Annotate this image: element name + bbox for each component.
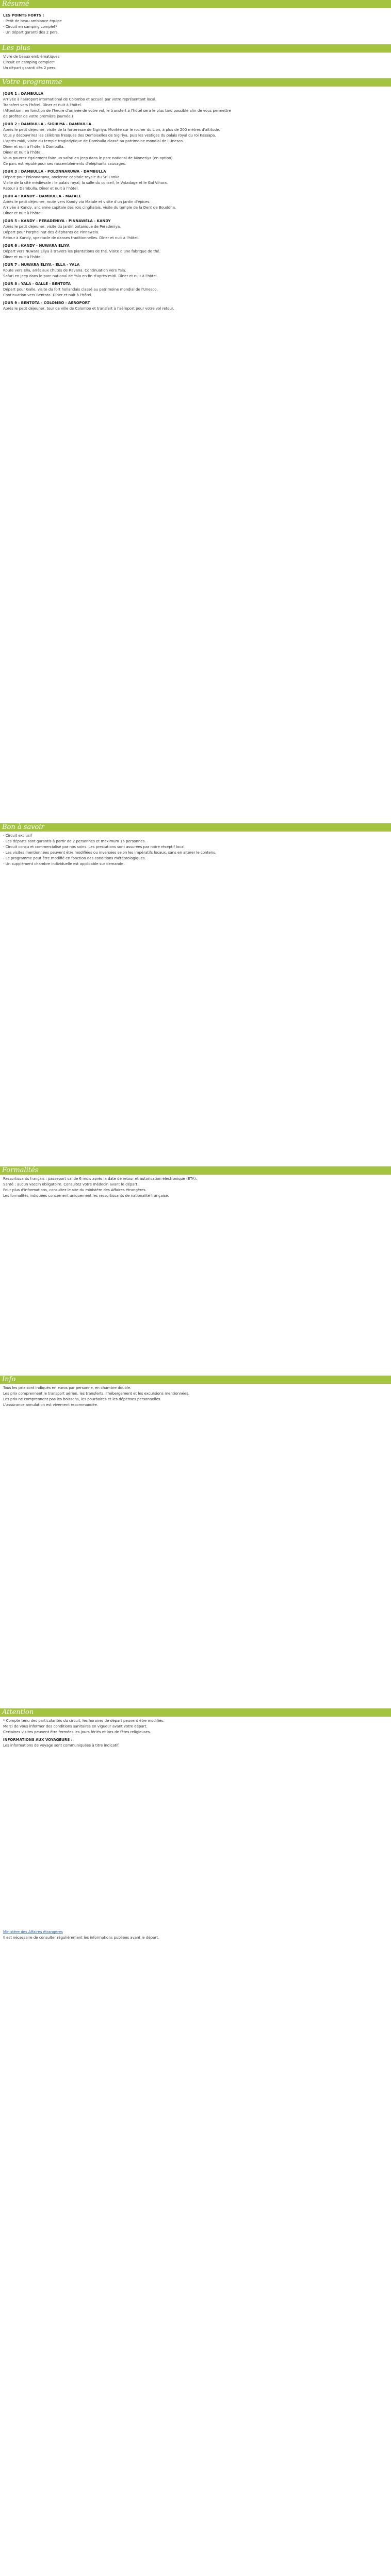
text-line: JOUR 7 : NUWARA ELIYA - ELLA - YALA bbox=[3, 263, 80, 267]
text-line: Ce parc est réputé pour ses rassemblements d'éléphants sauvages. bbox=[3, 162, 126, 166]
text-line: Dîner et nuit à l'hôtel. bbox=[3, 211, 43, 215]
text-line: de profiter de votre première journée.) bbox=[3, 114, 73, 118]
text-line: JOUR 3 : DAMBULLA - POLONNARUWA - DAMBULLA bbox=[3, 170, 106, 174]
section-header bbox=[0, 44, 391, 53]
text-line: - Les visites mentionnées peuvent être modifiées ou inversées selon les impératifs locaux, sans en altérer le contenu. bbox=[3, 851, 217, 855]
text-line: INFORMATIONS AUX VOYAGEURS : bbox=[3, 1738, 73, 1742]
text-line: Dîner et nuit à l'hôtel. bbox=[3, 255, 43, 259]
text-line: Après le petit déjeuner, route vers Kandy via Matale et visite d'un jardin d'épices. bbox=[3, 200, 151, 204]
text-line: JOUR 6 : KANDY - NUWARA ELIYA bbox=[3, 244, 70, 248]
text-line: Départ pour Galle, visite du fort hollandais classé au patrimoine mondial de l'Unesco. bbox=[3, 287, 158, 292]
section-body bbox=[0, 1384, 391, 1708]
text-line: Les informations de voyage sont communiquées à titre indicatif. bbox=[3, 1743, 120, 1748]
section-header bbox=[0, 1166, 391, 1175]
text-line: - Un départ garanti dès 2 pers. bbox=[3, 30, 59, 35]
footer-note: Il est nécessaire de consulter régulièrement les informations publiées avant le départ. bbox=[3, 1936, 159, 1940]
text-line: Après le petit déjeuner, visite de la forteresse de Sigiriya. Montée sur le rocher du Lion, à plus de 200 mètres d'altitude. bbox=[3, 128, 220, 132]
text-line: L'assurance annulation est vivement recommandée. bbox=[3, 1403, 99, 1407]
text-line: Vous y découvrirez les célèbres fresques des Demoiselles de Sigiriya, puis les vestiges du palais royal du roi Kassapa. bbox=[3, 133, 216, 138]
section-title: Attention bbox=[2, 1708, 34, 1716]
text-line: JOUR 5 : KANDY - PERADENIYA - PINNAWELA - KANDY bbox=[3, 219, 111, 223]
text-line: Pour plus d'informations, consultez le site du ministère des Affaires étrangères. bbox=[3, 1188, 147, 1192]
section-header bbox=[0, 1708, 391, 1717]
text-line: Route vers Ella, arrêt aux chutes de Ravana. Continuation vers Yala. bbox=[3, 268, 126, 273]
section-body bbox=[0, 1175, 391, 1376]
section-body bbox=[0, 832, 391, 1166]
text-line: Circuit en camping complet* bbox=[3, 60, 55, 64]
text-line: LES POINTS FORTS : bbox=[3, 13, 44, 18]
section-title: Les plus bbox=[2, 44, 30, 52]
section-body bbox=[0, 8, 391, 44]
text-line: Certaines visites peuvent être fermées les jours fériés et lors de fêtes religieuses. bbox=[3, 1730, 151, 1734]
text-line: - Petit de beau ambiance équipe bbox=[3, 19, 62, 23]
ministry-link[interactable]: Ministère des Affaires étrangères bbox=[3, 1930, 63, 1934]
text-line: Les prix comprennent le transport aérien, les transferts, l'hébergement et les excursions mentionnées. bbox=[3, 1392, 190, 1396]
text-line: Merci de vous informer des conditions sanitaires en vigueur avant votre départ. bbox=[3, 1724, 148, 1728]
text-line: L'après-midi, visite du temple troglodytique de Dambulla classé au patrimoine mondial de l'Unesco. bbox=[3, 139, 184, 143]
section-title: Bon à savoir bbox=[2, 823, 44, 831]
text-line: JOUR 8 : YALA - GALLE - BENTOTA bbox=[3, 282, 71, 286]
text-line: Départ pour l'orphelinat des éléphants de Pinnawela. bbox=[3, 230, 100, 234]
text-line: Départ vers Nuwara Eliya à travers les plantations de thé. Visite d'une fabrique de thé. bbox=[3, 249, 160, 253]
section-header bbox=[0, 78, 391, 87]
section-header bbox=[0, 823, 391, 832]
text-line: * Compte tenu des particularités du circuit, les horaires de départ peuvent être modifiés. bbox=[3, 1719, 165, 1723]
footer bbox=[0, 1928, 391, 1944]
text-line: - Le programme peut être modifié en fonction des conditions météorologiques. bbox=[3, 856, 146, 860]
text-line: Retour à Dambulla. Dîner et nuit à l'hôtel. bbox=[3, 187, 79, 191]
text-line: Après le petit déjeuner, tour de ville de Colombo et transfert à l'aéroport pour votre vol retour. bbox=[3, 307, 174, 311]
section-body bbox=[0, 1717, 391, 1928]
text-line: Continuation vers Bentota. Dîner et nuit à l'hôtel. bbox=[3, 293, 92, 297]
text-line: (Attention : en fonction de l'heure d'arrivée de votre vol, le transfert à l'hôtel sera le plus tard possible afin de vous permettre bbox=[3, 109, 231, 113]
text-line: Retour à Kandy, spectacle de danses traditionnelles. Dîner et nuit à l'hôtel. bbox=[3, 236, 139, 240]
text-line: Ressortissants français : passeport valide 6 mois après la date de retour et autorisation électronique (ETA). bbox=[3, 1177, 197, 1181]
text-line: Dîner et nuit à l'hôtel à Dambulla. bbox=[3, 145, 64, 149]
section-title: Info bbox=[2, 1376, 16, 1383]
section-title: Formalités bbox=[2, 1166, 39, 1174]
text-line: Après le petit déjeuner, visite du jardin botanique de Peradeniya. bbox=[3, 225, 121, 229]
text-line: Safari en jeep dans le parc national de Yala en fin d'après-midi. Dîner et nuit à l'hôtel. bbox=[3, 274, 158, 278]
text-line: - Circuit conçu et commercialisé par nos soins. Les prestations sont assurées par notre réceptif local. bbox=[3, 845, 186, 849]
text-line: JOUR 2 : DAMBULLA - SIGIRIYA - DAMBULLA bbox=[3, 122, 92, 126]
text-line: Les prix ne comprennent pas les boissons, les pourboires et les dépenses personnelles. bbox=[3, 1397, 161, 1401]
text-line: Arrivée à Kandy, ancienne capitale des rois cinghalais, visite du temple de la Dent de Bouddha. bbox=[3, 206, 176, 210]
text-line: JOUR 4 : KANDY - DAMBULLA - MATALE bbox=[3, 194, 82, 198]
text-line: Vivre de beaux emblématiques bbox=[3, 55, 60, 59]
text-line: - Circuit exclusif bbox=[3, 834, 32, 838]
section-body bbox=[0, 87, 391, 823]
text-line: JOUR 1 : DAMBULLA bbox=[3, 92, 44, 96]
text-line: - Un supplément chambre individuelle est applicable sur demande. bbox=[3, 862, 125, 866]
text-line: Arrivée à l'aéroport international de Colombo et accueil par votre représentant local. bbox=[3, 97, 157, 101]
text-line: Visite de la cité médiévale : le palais royal, la salle du conseil, le Vatadage et le Gal Vihara. bbox=[3, 181, 168, 185]
section-title: Votre programme bbox=[2, 78, 62, 86]
section-header bbox=[0, 1376, 391, 1384]
text-line: - Les départs sont garantis à partir de 2 personnes et maximum 16 personnes. bbox=[3, 839, 146, 843]
text-line: Vous pourrez également faire un safari en jeep dans le parc national de Minneriya (en option). bbox=[3, 156, 174, 160]
section-title: Résumé bbox=[2, 0, 29, 8]
text-line: - Circuit en camping complet* bbox=[3, 25, 57, 29]
text-line: Tous les prix sont indiqués en euros par personne, en chambre double. bbox=[3, 1386, 132, 1390]
text-line: Transfert vers l'hôtel. Dîner et nuit à l'hôtel. bbox=[3, 103, 82, 107]
section-body bbox=[0, 53, 391, 78]
text-line: Départ pour Polonnaruwa, ancienne capitale royale du Sri Lanka. bbox=[3, 175, 121, 179]
text-line: Les formalités indiquées concernent uniquement les ressortissants de nationalité française. bbox=[3, 1194, 169, 1198]
text-line: JOUR 9 : BENTOTA - COLOMBO - AÉROPORT bbox=[3, 301, 90, 305]
text-line: Dîner et nuit à l'hôtel. bbox=[3, 150, 43, 155]
text-line: Santé : aucun vaccin obligatoire. Consultez votre médecin avant le départ. bbox=[3, 1182, 139, 1187]
text-line: Un départ garanti dès 2 pers. bbox=[3, 66, 57, 70]
section-header bbox=[0, 0, 391, 8]
